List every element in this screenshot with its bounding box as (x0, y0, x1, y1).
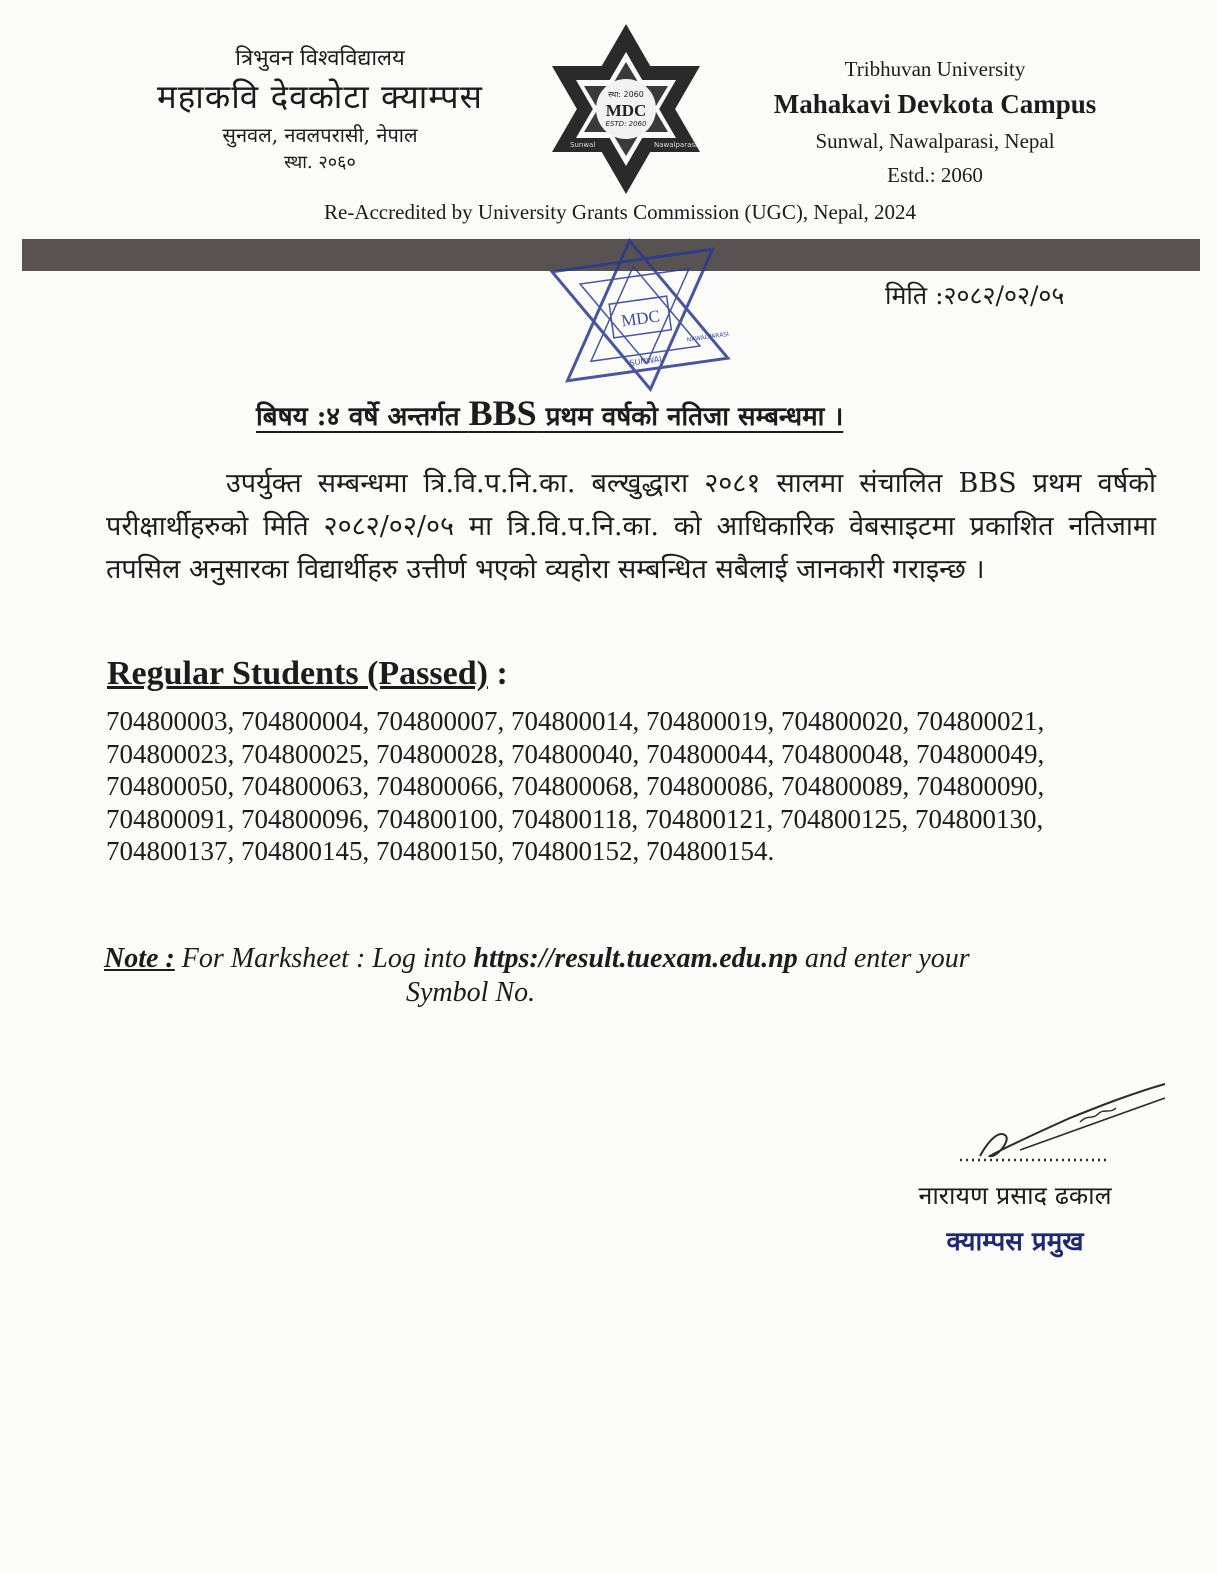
logo-place-left: Sunwal (570, 141, 596, 149)
nepali-estd: स्था. २०६० (284, 152, 356, 173)
symbol-line: 704800050, 704800063, 704800066, 704800068, 704800086, 704800089, 704800090, (106, 771, 1045, 801)
symbol-line: 704800091, 704800096, 704800100, 704800118, 704800121, 704800125, 704800130, (106, 803, 1044, 834)
campus-stamp (545, 236, 735, 394)
campus-logo (540, 20, 712, 198)
english-address: Sunwal, Nawalparasi, Nepal (815, 129, 1055, 153)
signatory-title: क्याम्पस प्रमुख (946, 1227, 1084, 1257)
body-paragraph: उपर्युक्त सम्बन्धमा त्रि.वि.प.नि.का. बल्खुद्धारा २०८१ सालमा संचालित BBS प्रथम वर्षको परीक्षार्थीहरुको मिति २०८२/०२/०५ मा त्रि.वि.प.नि.का. को आधिकारिक वेबसाइटमा प्रकाशित नतिजामा तपसिल अनुसारका विद्यार्थीहरु उत्तीर्ण भएको व्यहोरा सम्बन्धित सबैलाई जानकारी गराइन्छ । (106, 468, 1156, 585)
nepali-campus-name: महाकवि देवकोटा क्याम्पस (157, 77, 483, 116)
english-estd: Estd.: 2060 (887, 163, 983, 187)
logo-abbr: MDC (605, 101, 647, 120)
stamp-place: SUNWAL (629, 354, 665, 368)
logo-estd: ESTD: 2060 (605, 120, 647, 128)
regular-heading-text: Regular Students (Passed) (107, 655, 488, 692)
nepali-address: सुनवल, नवलपरासी, नेपाल (222, 123, 418, 147)
logo-nep-estd: स्था: 2060 (608, 90, 644, 99)
signatory-name: नारायण प्रसाद ढकाल (918, 1181, 1112, 1210)
subject-suffix: प्रथम वर्षको नतिजा सम्बन्धमा । (536, 402, 844, 432)
subject-program: BBS (468, 393, 537, 433)
note-block (104, 942, 1124, 1010)
english-campus-name: Mahakavi Devkota Campus (773, 89, 1097, 119)
signature-image (960, 1078, 1170, 1168)
symbol-number-list (106, 705, 1136, 868)
accreditation-line: Re-Accredited by University Grants Commission (UGC), Nepal, 2024 (324, 200, 916, 224)
nepali-university: त्रिभुवन विश्वविद्यालय (235, 46, 405, 71)
stamp-district: NAWALPARASI (686, 330, 730, 344)
stamp-abbr: MDC (619, 306, 661, 331)
note-label: Note : (104, 943, 175, 974)
regular-heading-colon: : (487, 655, 508, 692)
symbol-line: 704800023, 704800025, 704800028, 704800040, 704800044, 704800048, 704800049, (106, 738, 1045, 769)
symbol-line: 704800003, 704800004, 704800007, 704800014, 704800019, 704800020, 704800021, (106, 706, 1045, 736)
english-university: Tribhuvan University (844, 57, 1026, 81)
letter-date: मिति :२०८२/०२/०५ (885, 281, 1065, 310)
note-text-3: Symbol No. (406, 977, 536, 1008)
subject-prefix: बिषय :४ वर्षे अन्तर्गत (256, 402, 469, 432)
note-text: For Marksheet : Log into (174, 943, 474, 974)
result-url-link[interactable]: https://result.tuexam.edu.np (473, 943, 798, 974)
regular-students-heading (107, 655, 508, 693)
english-header (740, 54, 1130, 192)
note-text-2: and enter your (797, 943, 970, 974)
logo-place-right: Nawalparasi (654, 141, 697, 149)
nepali-header (120, 44, 520, 176)
subject-line (256, 392, 843, 434)
symbol-line: 704800137, 704800145, 704800150, 704800152, 704800154. (106, 836, 775, 866)
